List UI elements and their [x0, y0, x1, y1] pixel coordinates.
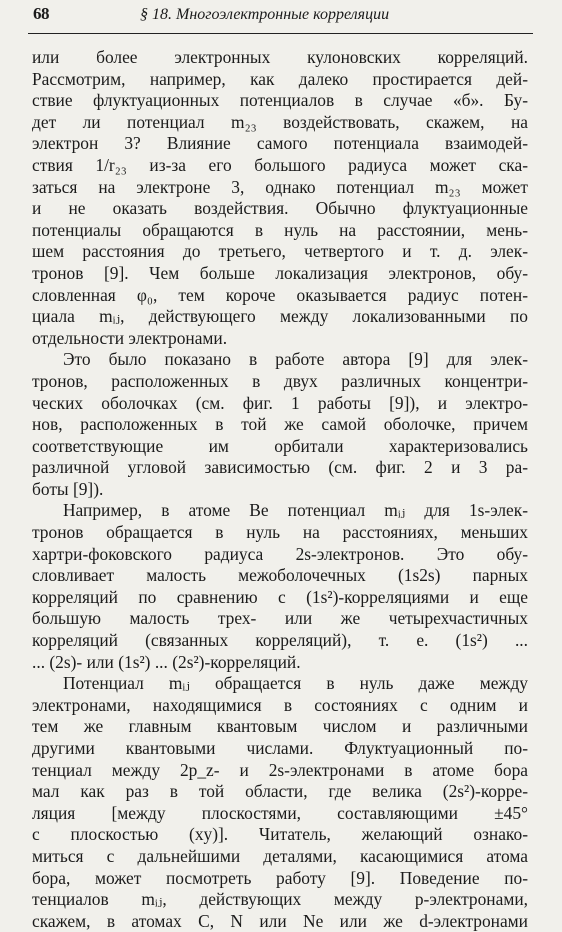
text-line: скажем, в атомах C, N или Ne или же d-электронами: [32, 910, 528, 931]
text-line: корреляций по сравнению с (1s²)-корреляциями и еще: [32, 586, 528, 607]
text-line: различной угловой зависимостью (см. фиг. 2 и 3 ра-: [32, 457, 528, 478]
text-line: бора, может посмотреть работу [9]. Поведение по-: [32, 867, 528, 888]
text-line: заться на электроне 3, однако потенциал m₂₃ может: [32, 176, 528, 197]
paragraph-start-line: Это было показано в работе автора [9] для элек-: [63, 349, 528, 370]
header-rule: [28, 33, 533, 34]
text-line: электронами, находящимися в состояниях с одним и: [32, 694, 528, 715]
text-line: большую малость трех- или же четырехчастичных: [32, 608, 528, 629]
text-line: тронов обращается в нуль на расстояниях, меньших: [32, 522, 528, 543]
text-line: или более электронных кулоновских корреляций.: [32, 47, 528, 67]
text-line: ... (2s)- или (1s²) ... (2s²)-корреляций.: [32, 651, 301, 672]
text-line: ствие флуктуационных потенциалов в случае «б». Бу-: [32, 90, 528, 111]
text-line: ляция [между плоскостями, составляющими ±45°: [32, 802, 528, 823]
text-line: тронов, расположенных в двух различных концентри-: [32, 370, 528, 391]
text-line: ческих оболочках (см. фиг. 1 работы [9]), и электро-: [32, 392, 528, 413]
text-line: боты [9]).: [32, 478, 104, 499]
text-line: и не оказать воздействия. Обычно флуктуационные: [32, 198, 528, 219]
text-line: корреляций (связанных корреляций), т. е. (1s²) ...: [32, 630, 528, 651]
text-line: тенциал между 2p_z- и 2s-электронами в атоме бора: [32, 759, 528, 780]
page-header: [0, 0, 562, 36]
text-line: отдельности электронами.: [32, 327, 228, 348]
text-line: другими квантовыми числами. Флуктуационный по-: [32, 738, 528, 758]
text-line: тронов [9]. Чем больше локализация электронов, обу-: [32, 262, 528, 283]
text-line: потенциалы обращаются в нуль на расстоянии, мень-: [32, 219, 528, 240]
paragraph-start-line: Потенциал mᵢⱼ обращается в нуль даже между: [63, 673, 528, 694]
text-line: электрон 3? Влияние самого потенциала взаимодей-: [32, 133, 528, 154]
text-line: шем расстояния до третьего, четвертого и т. д. элек-: [32, 241, 528, 262]
text-line: тенциалов mᵢⱼ, действующих между p-электронами,: [32, 889, 528, 910]
text-line: Рассмотрим, например, как далеко простирается дей-: [32, 68, 528, 89]
text-line: циала mᵢⱼ, действующего между локализованными по: [32, 306, 528, 327]
running-head: § 18. Многоэлектронные корреляции: [140, 6, 390, 23]
text-line: словленная φ₀, тем короче оказывается радиус потен-: [32, 284, 528, 305]
text-line: словливает малость межоболочечных (1s2s) парных: [32, 565, 528, 586]
text-line: соответствующие им орбитали характеризовались: [32, 435, 528, 456]
text-line: с плоскостью (xy)]. Читатель, желающий ознако-: [32, 824, 528, 845]
text-line: мал как раз в той области, где велика (2s²)-корре-: [32, 781, 528, 802]
text-line: миться с дальнейшими деталями, касающимися атома: [32, 845, 528, 866]
paragraph-start-line: Например, в атоме Be потенциал mᵢⱼ для 1s-элек-: [63, 500, 528, 521]
text-line: тем же главным квантовым числом и различными: [32, 716, 528, 737]
text-line: дет ли потенциал m₂₃ воздействовать, скажем, на: [32, 111, 528, 132]
body-text: [32, 47, 528, 932]
text-line: ствия 1/r₂₃ из-за его большого радиуса может ска-: [32, 154, 528, 175]
page-number: 68: [33, 4, 49, 23]
text-line: нов, расположенных в той же самой оболочке, причем: [32, 414, 528, 435]
text-line: хартри-фоковского радиуса 2s-электронов. Это обу-: [32, 543, 528, 564]
